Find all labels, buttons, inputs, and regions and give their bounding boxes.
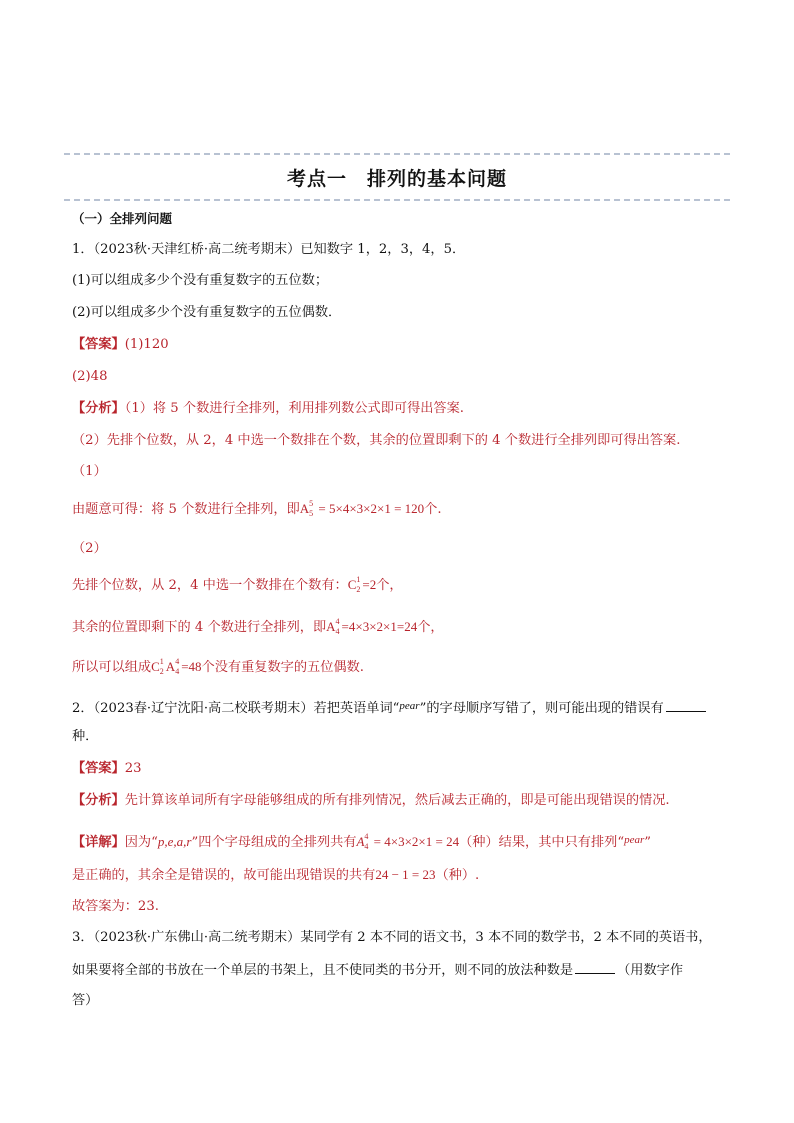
q1-answer1: (1)120 <box>124 337 169 352</box>
q2-detail-line2: 是正确的，其余全是错误的，故可能出现错误的共有24 − 1 = 23（种）. <box>72 867 480 883</box>
q2-answer: 23 <box>124 761 142 776</box>
q3-answer-blank <box>575 961 615 974</box>
q2-detail-line1: 【详解】因为“p,e,a,r”四个字母组成的全排列共有A 4 4 = 4×3×2×1 = 24（种）结果，其中只有排列“$^{pear}$” <box>72 832 652 851</box>
q2-letters: p,e,a,r <box>157 834 192 849</box>
title-part-1: 考点一 <box>286 168 347 190</box>
analysis-label: 【分析】 <box>72 401 125 416</box>
q1-sub1: (1)可以组成多少个没有重复数字的五位数； <box>72 273 329 288</box>
q1-analysis1: （1）将 5 个数进行全排列，利用排列数公式即可得出答案. <box>124 401 465 416</box>
q2-answer-blank <box>666 699 706 712</box>
q1-answer2: (2)48 <box>72 369 108 384</box>
q1-solution1: 由题意可得：将 5 个数进行全排列，即A 5 5 = 5×4×3×2×1 = 120个. <box>72 499 442 518</box>
q3-line1: 3．（2023秋·广东佛山·高二统考期末）某同学有 2 本不同的语文书，3 本不同的数学书，2 本不同的英语书， <box>72 930 712 945</box>
bottom-dashed-rule <box>64 199 730 201</box>
q1-part1-label: （1） <box>72 464 107 479</box>
q1-solution2c: 所以可以组成C 1 2 A 4 4 =48个没有重复数字的五位偶数. <box>72 657 364 676</box>
perm-symbol-2: A 4 4 =4×3×2×1=24 <box>326 617 418 636</box>
q2-analysis-line: 【分析】先计算该单词所有字母能够组成的所有排列情况，然后减去正确的，即是可能出现错误的情况. <box>72 793 670 808</box>
q1-stem: 1．（2023秋·天津红桥·高二统考期末）已知数字 1，2，3，4，5． <box>72 242 466 257</box>
page-title <box>0 164 794 191</box>
q2-analysis: 先计算该单词所有字母能够组成的所有排列情况，然后减去正确的，即是可能出现错误的情况. <box>124 793 670 808</box>
answer-label: 【答案】 <box>72 337 125 352</box>
q3-line2: 如果要将全部的书放在一个单层的书架上，且不使同类的书分开，则不同的放法种数是 （用数字作 <box>72 963 684 978</box>
comb-symbol: C 1 2 =2 <box>347 575 377 594</box>
q2-conclusion: 故答案为：23. <box>72 899 159 914</box>
q1-analysis-line1 <box>72 400 464 418</box>
q3-line3: 答） <box>72 993 99 1008</box>
q2-stem-line2: 种． <box>72 729 99 744</box>
section-heading: （一）全排列问题 <box>72 211 173 226</box>
q2-perm: A 4 4 = 4×3×2×1 = 24 <box>356 832 460 851</box>
q1-analysis2: （2）先排个位数，从 2，4 中选一个数排在个数，其余的位置即剩下的 4 个数进行全排列即可得出答案. <box>72 433 681 448</box>
q1-sub2: (2)可以组成多少个没有重复数字的五位偶数． <box>72 305 342 320</box>
q1-solution2b: 其余的位置即剩下的 4 个数进行全排列，即A 4 4 =4×3×2×1=24个， <box>72 617 444 636</box>
q2-stem-line1: 2．（2023春·辽宁沈阳·高二校联考期末）若把英语单词“$^{pear}$”的字母顺序写错了，则可能出现的错误有 <box>72 697 708 718</box>
comb-perm-product: C 1 2 A 4 4 =48 <box>151 657 202 676</box>
q2-answer-line: 【答案】23 <box>72 761 142 776</box>
q2-detail-word: pear <box>624 834 645 846</box>
q1-part2-label: （2） <box>72 541 107 556</box>
detail-label: 【详解】 <box>72 835 125 850</box>
q2-word: pear <box>399 700 420 712</box>
q1-solution2a: 先排个位数，从 2，4 中选一个数排在个数有：C 1 2 =2个， <box>72 575 403 594</box>
top-dashed-rule <box>64 153 730 155</box>
q1-answer-line <box>72 336 169 354</box>
title-part-2: 排列的基本问题 <box>367 168 508 190</box>
perm-symbol: A 5 5 = 5×4×3×2×1 = 120 <box>299 499 425 518</box>
